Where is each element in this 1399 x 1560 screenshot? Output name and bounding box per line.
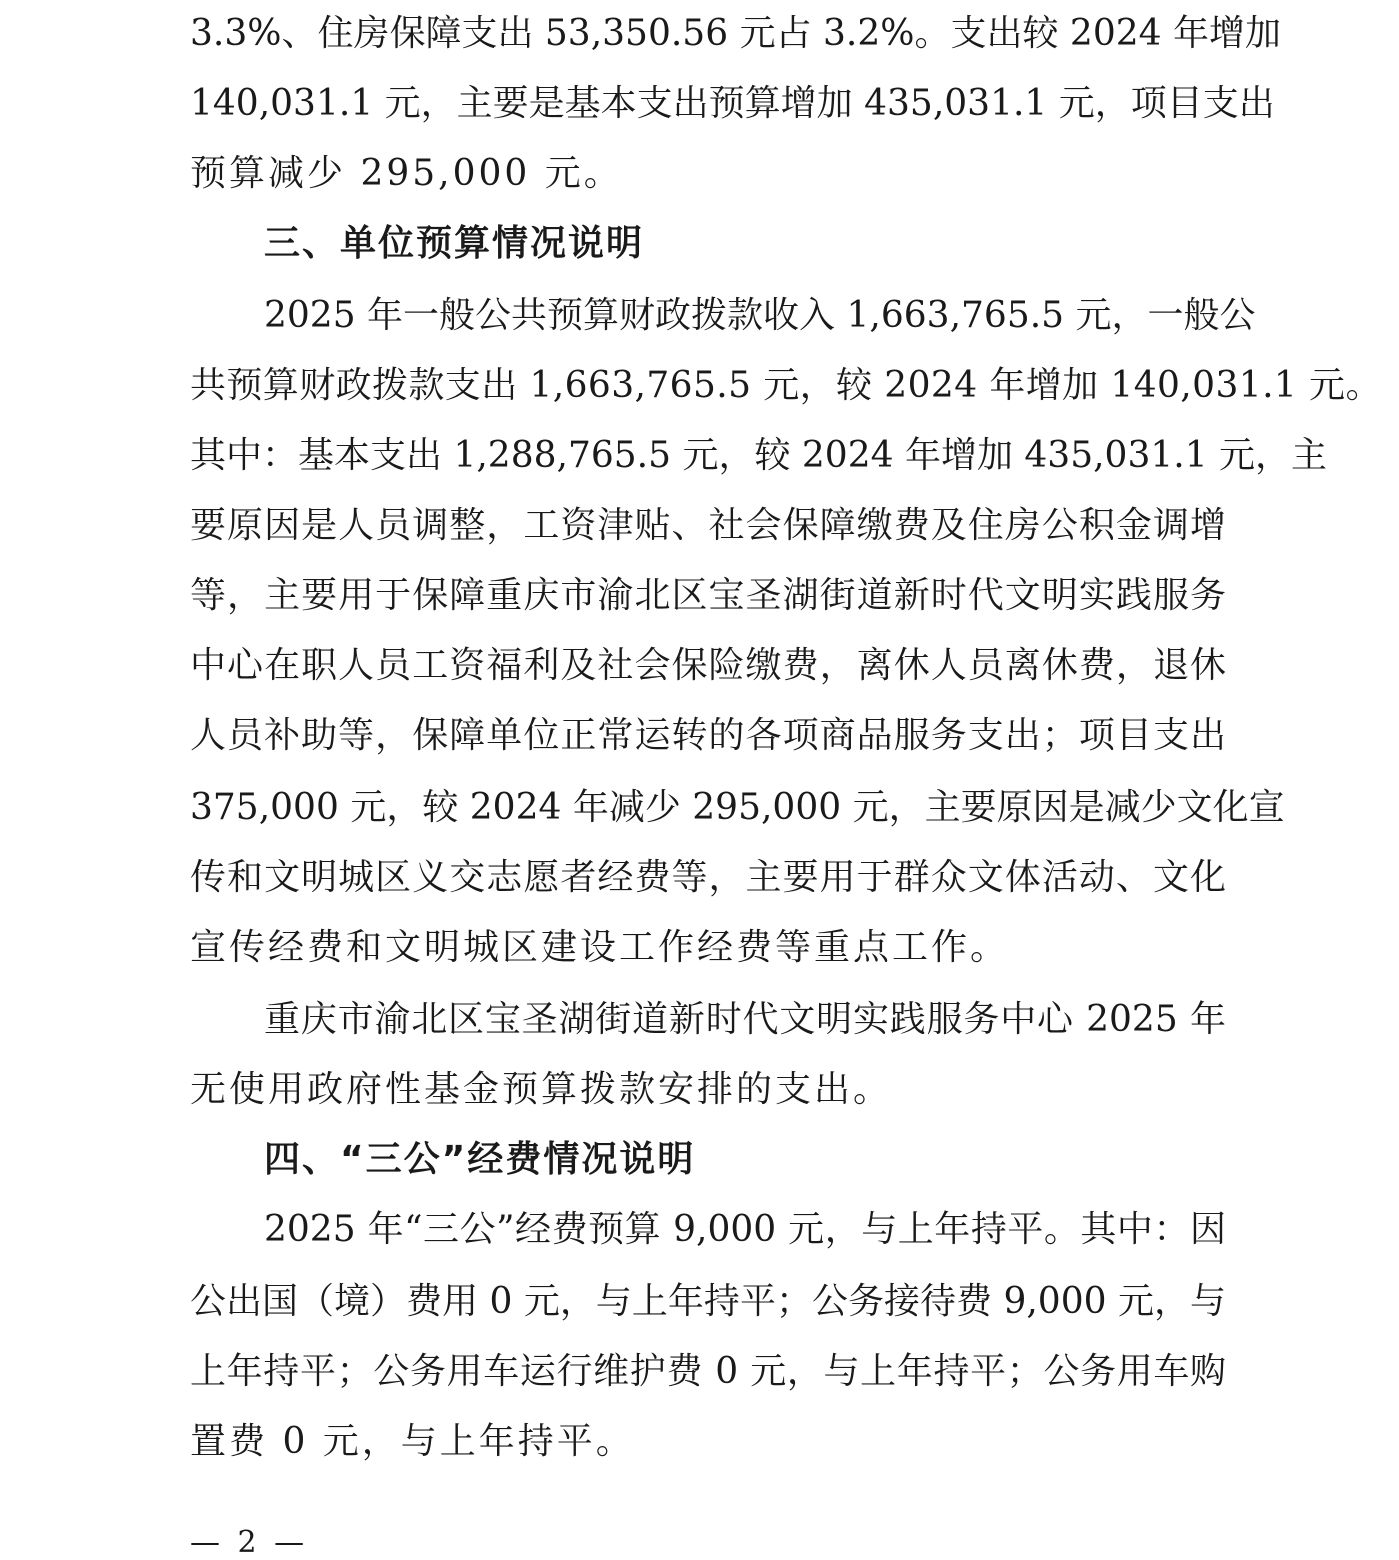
page-number: — 2 — (190, 1525, 309, 1560)
paragraph-line: 中心在职人员工资福利及社会保险缴费，离休人员离休费，退休 (190, 645, 1226, 686)
paragraph-line: 无使用政府性基金预算拨款安排的支出。 (190, 1069, 893, 1110)
paragraph-line: 宣传经费和文明城区建设工作经费等重点工作。 (190, 927, 1010, 968)
paragraph-line: 要原因是人员调整，工资津贴、社会保障缴费及住房公积金调增 (190, 505, 1226, 546)
section-heading: 四、“三公”经费情况说明 (264, 1139, 696, 1180)
paragraph-line: 其中：基本支出 1,288,765.5 元，较 2024 年增加 435,031.1 元，主 (190, 435, 1328, 476)
paragraph-line: 传和文明城区义交志愿者经费等，主要用于群众文体活动、文化 (190, 857, 1226, 898)
paragraph-line: 等，主要用于保障重庆市渝北区宝圣湖街道新时代文明实践服务 (190, 575, 1226, 616)
paragraph-line: 2025 年一般公共预算财政拨款收入 1,663,765.5 元，一般公 (264, 295, 1256, 336)
paragraph-line: 置费 0 元，与上年持平。 (190, 1421, 635, 1462)
paragraph-line: 375,000 元，较 2024 年减少 295,000 元，主要原因是减少文化宣 (190, 787, 1285, 828)
paragraph-line: 140,031.1 元，主要是基本支出预算增加 435,031.1 元，项目支出 (190, 83, 1275, 124)
paragraph-line: 人员补助等，保障单位正常运转的各项商品服务支出；项目支出 (190, 715, 1226, 756)
paragraph-line: 2025 年“三公”经费预算 9,000 元，与上年持平。其中：因 (264, 1209, 1226, 1250)
paragraph-line: 上年持平；公务用车运行维护费 0 元，与上年持平；公务用车购 (190, 1351, 1226, 1392)
paragraph-line: 公出国（境）费用 0 元，与上年持平；公务接待费 9,000 元，与 (190, 1281, 1226, 1322)
paragraph-line: 重庆市渝北区宝圣湖街道新时代文明实践服务中心 2025 年 (264, 999, 1226, 1040)
paragraph-line: 预算减少 295,000 元。 (190, 153, 623, 194)
paragraph-line: 共预算财政拨款支出 1,663,765.5 元，较 2024 年增加 140,031.1 元。 (190, 365, 1382, 406)
paragraph-line: 3.3%、住房保障支出 53,350.56 元占 3.2%。支出较 2024 年增加 (190, 13, 1281, 54)
section-heading: 三、单位预算情况说明 (264, 223, 645, 264)
